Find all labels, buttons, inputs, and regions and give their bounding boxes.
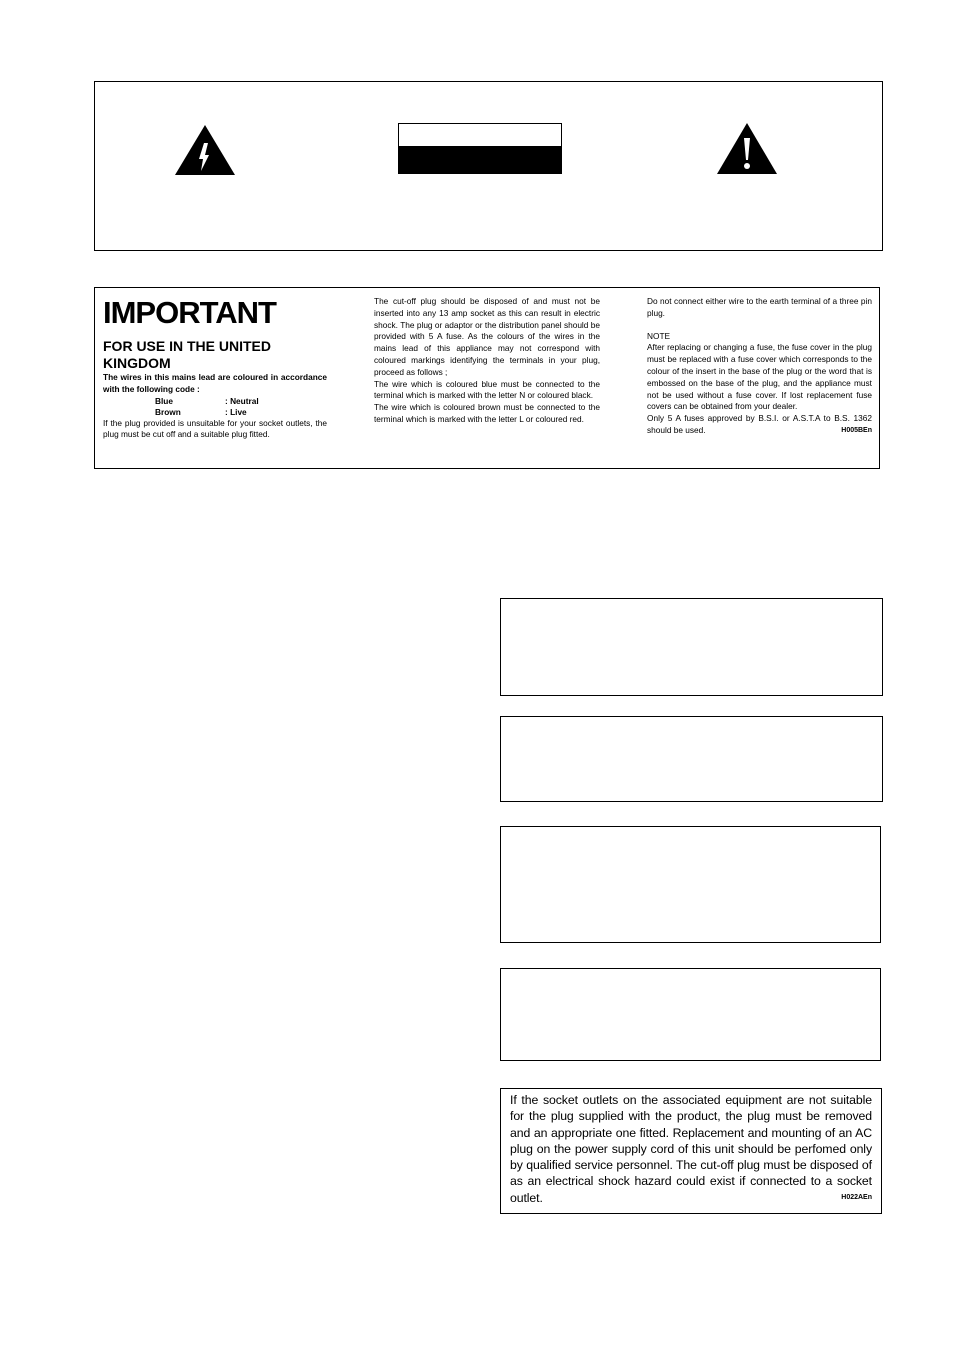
brown-wire-text: The wire which is coloured brown must be connected to the terminal which is marked with the letter L or coloured red. xyxy=(374,402,600,424)
blue-wire-text: The wire which is coloured blue must be connected to the terminal which is marked with the letter N or coloured black. xyxy=(374,378,600,401)
important-column-2 xyxy=(374,296,600,426)
notice-frame-2 xyxy=(500,716,883,802)
wire-row-brown xyxy=(103,407,327,418)
wire-colour: Brown xyxy=(155,406,181,417)
exclamation-warning-icon xyxy=(716,122,778,175)
important-column-1 xyxy=(103,296,327,441)
fuse-text: Only 5 A fuses approved by B.S.I. or A.S.T.A to B.S. 1362 should be used. xyxy=(647,413,872,435)
important-title: IMPORTANT xyxy=(103,295,276,330)
important-column-3 xyxy=(647,296,872,437)
unsuitable-plug-text: If the plug provided is unsuitable for your socket outlets, the plug must be cut off and a suitable plug fitted. xyxy=(103,417,327,440)
notice-frame-3 xyxy=(500,826,881,943)
cut-off-plug-text: The cut-off plug should be disposed of and must not be inserted into any 13 amp socket as this can result in electric shock. The plug or adaptor or the distribution panel should be provided with 5 A fuse. As the colours of the wires in the mains lead of this appliance may not correspond with coloured markings identifying the terminals in your plug, proceed as follows ; xyxy=(374,296,600,377)
fuse-text-row xyxy=(647,413,872,437)
notice-frame-1 xyxy=(500,598,883,696)
important-box xyxy=(94,287,880,469)
lightning-warning-icon xyxy=(174,124,236,176)
important-ref-code: H005BEn xyxy=(841,426,872,434)
wire-function: : Live xyxy=(225,406,247,417)
earth-warning-text: Do not connect either wire to the earth terminal of a three pin plug. xyxy=(647,296,872,318)
wire-row-blue xyxy=(103,396,327,407)
caution-box xyxy=(94,81,883,251)
uk-heading: FOR USE IN THE UNITED KINGDOM xyxy=(103,338,272,371)
note-label: NOTE xyxy=(647,330,671,341)
note-text: After replacing or changing a fuse, the fuse cover in the plug must be replaced with a fuse cover which corresponds to the colour of the insert in the base of the plug or the word that is embossed on the base of the plug, and the appliance must not be used without a fuse cover. If lost replacement fuse covers can be obtained from your dealer. xyxy=(647,342,872,412)
wire-colour: Blue xyxy=(155,395,173,406)
socket-ref-code: H022AEn xyxy=(841,1194,872,1201)
caution-banner xyxy=(398,123,562,174)
notice-frame-4 xyxy=(500,968,881,1061)
wire-code-intro: The wires in this mains lead are coloured in accordance with the following code : xyxy=(103,372,327,394)
socket-notice-box xyxy=(500,1088,882,1214)
wire-function: : Neutral xyxy=(225,395,259,406)
socket-notice-text: If the socket outlets on the associated equipment are not suitable for the plug supplied with the product, the plug must be removed and an appropriate one fitted. Replacement and mounting of an AC plug on the power supply cord of this unit should be perfomed only by qualified service personnel. The cut-off plug must be disposed of as an electrical shock hazard could exist if connected to a socket outlet. xyxy=(510,1093,872,1205)
